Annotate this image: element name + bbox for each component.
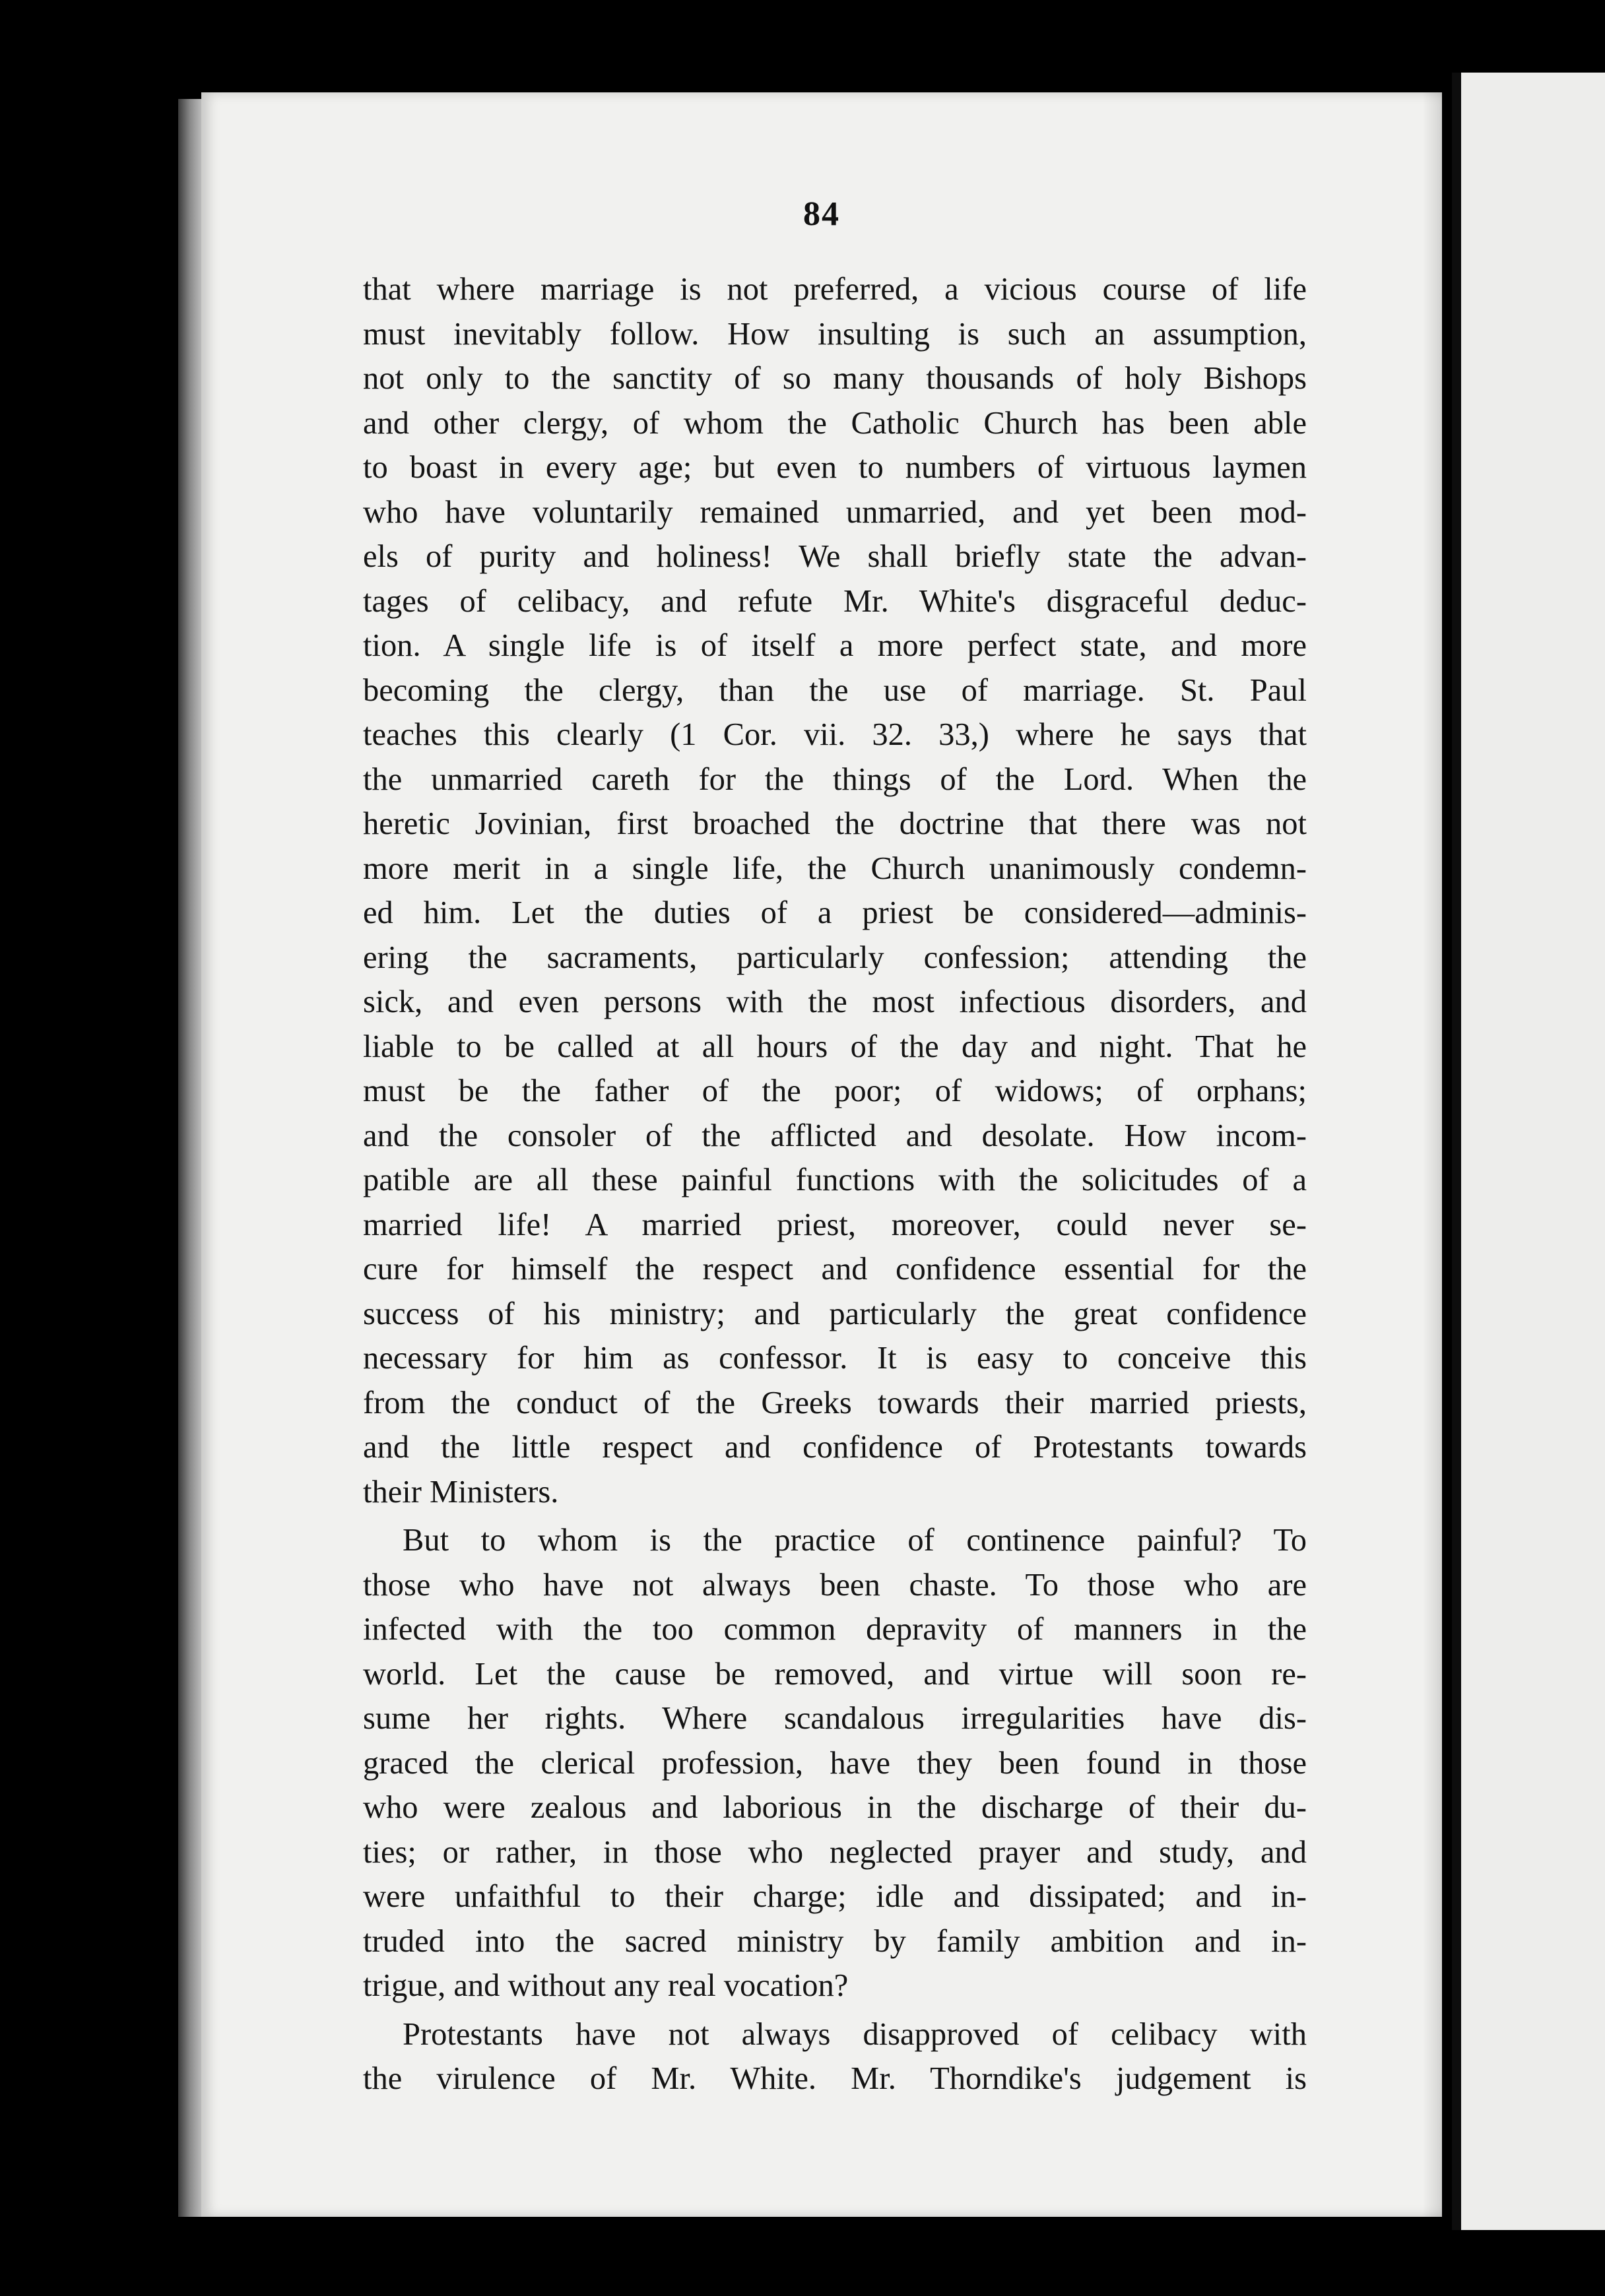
adjacent-page-edge [1452,73,1605,2230]
text-line: liable to be called at all hours of the day and night. That he [363,1029,1307,1064]
text-line: sick, and even persons with the most infectious disorders, and [363,984,1307,1019]
text-line: teaches this clearly (1 Cor. vii. 32. 33,) where he says that [363,717,1307,752]
paragraph-2 [363,1518,1307,2008]
text-line: that where marriage is not preferred, a vicious course of life [363,272,1307,307]
text-line: truded into the sacred ministry by family ambition and in- [363,1923,1307,1959]
text-line: who have voluntarily remained unmarried, and yet been mod- [363,494,1307,530]
text-line: cure for himself the respect and confidence essential for the [363,1252,1307,1287]
paragraph-3 [363,2012,1307,2101]
text-line: and the little respect and confidence of Protestants towards [363,1430,1307,1465]
text-line: necessary for him as confessor. It is easy to conceive this [363,1341,1307,1376]
paragraph-1 [363,267,1307,1514]
text-line: els of purity and holiness! We shall briefly state the advan- [363,539,1307,574]
text-line: from the conduct of the Greeks towards their married priests, [363,1385,1307,1420]
text-line: trigue, and without any real vocation? [363,1968,849,2003]
text-line: But to whom is the practice of continence painful? To [403,1523,1307,1558]
text-line: to boast in every age; but even to numbers of virtuous laymen [363,450,1307,485]
text-line: must inevitably follow. How insulting is such an assumption, [363,316,1307,352]
text-line: ed him. Let the duties of a priest be considered—adminis- [363,895,1307,930]
text-line: world. Let the cause be removed, and virtue will soon re- [363,1656,1307,1692]
text-line: who were zealous and laborious in the discharge of their du- [363,1790,1307,1825]
text-line: those who have not always been chaste. To those who are [363,1567,1307,1603]
text-line: becoming the clergy, than the use of marriage. St. Paul [363,672,1307,708]
page-number: 84 [803,195,840,233]
text-line: married life! A married priest, moreover, could never se- [363,1207,1307,1242]
text-line: heretic Jovinian, first broached the doctrine that there was not [363,806,1307,841]
text-line: and the consoler of the afflicted and desolate. How incom- [363,1118,1307,1153]
text-line: tages of celibacy, and refute Mr. White's disgraceful deduc- [363,583,1307,619]
body-text [363,267,1307,2101]
text-line: success of his ministry; and particularly the great confidence [363,1296,1307,1331]
text-line: the virulence of Mr. White. Mr. Thorndike's judgement is [363,2061,1307,2096]
text-line: tion. A single life is of itself a more perfect state, and more [363,628,1307,663]
text-line: graced the clerical profession, have they been found in those [363,1745,1307,1781]
text-line: not only to the sanctity of so many thousands of holy Bishops [363,361,1307,396]
text-line: must be the father of the poor; of widows; of orphans; [363,1073,1307,1108]
text-line: the unmarried careth for the things of the Lord. When the [363,761,1307,797]
page-fold-shadow [1422,92,1442,2217]
text-line: ering the sacraments, particularly confession; attending the [363,940,1307,975]
text-line: were unfaithful to their charge; idle and dissipated; and in- [363,1879,1307,1914]
text-line: sume her rights. Where scandalous irregularities have dis- [363,1701,1307,1736]
text-line: more merit in a single life, the Church unanimously condemn- [363,850,1307,886]
text-line: ties; or rather, in those who neglected prayer and study, and [363,1834,1307,1870]
book-page [201,92,1442,2217]
text-line: their Ministers. [363,1474,559,1510]
text-line: patible are all these painful functions with the solicitudes of a [363,1163,1307,1197]
text-line: infected with the too common depravity of manners in the [363,1612,1307,1647]
text-line: and other clergy, of whom the Catholic Church has been able [363,405,1307,441]
text-line: Protestants have not always disapproved of celibacy with [403,2016,1307,2052]
book-binding-edge [178,99,205,2217]
